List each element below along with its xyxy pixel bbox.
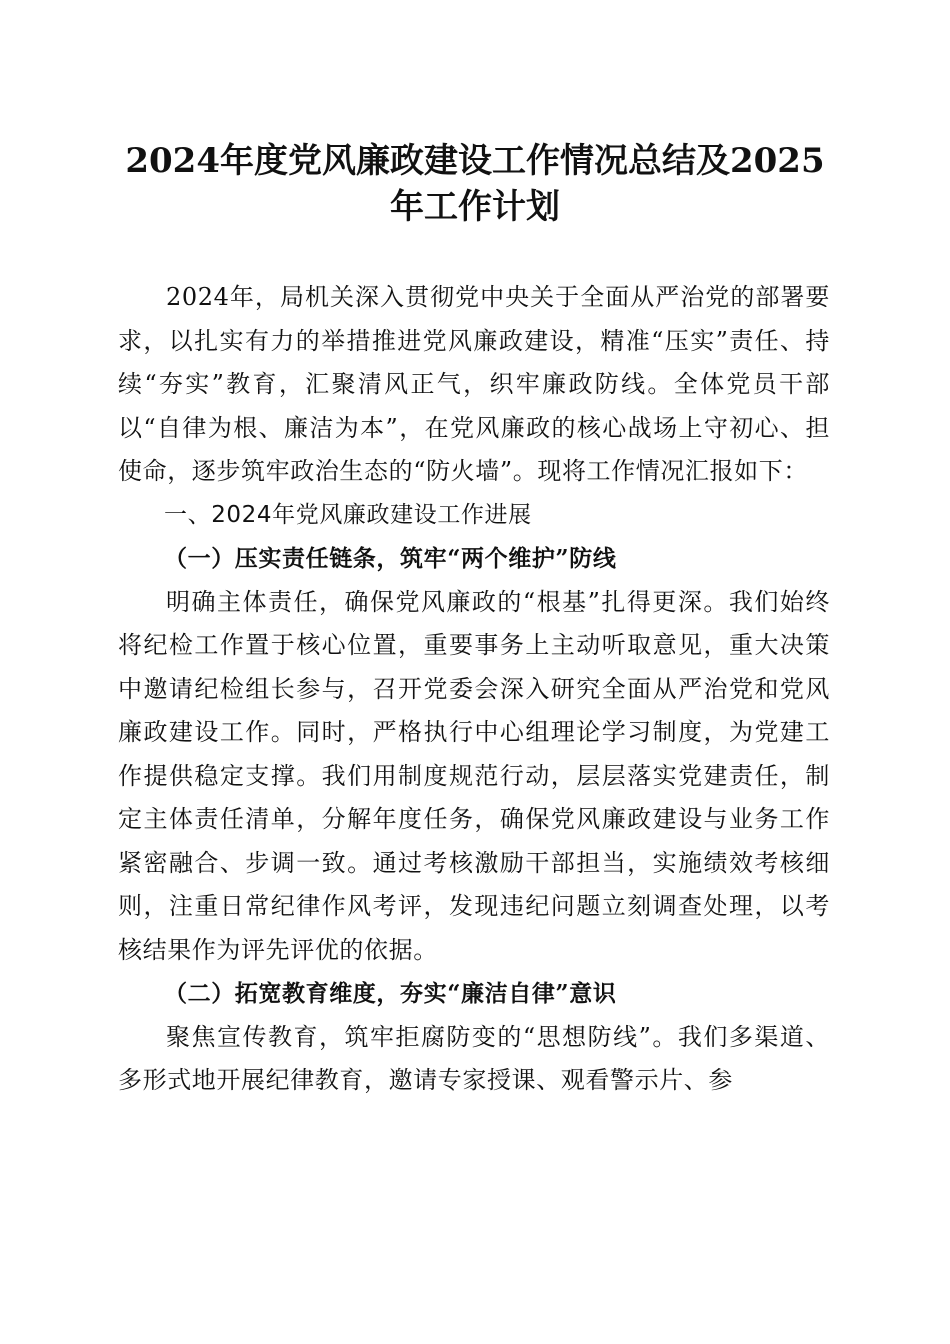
title-line-2: 年工作计划 xyxy=(390,187,560,227)
subsection-2-paragraph: 聚焦宣传教育，筑牢拒腐防变的“思想防线”。我们多渠道、多形式地开展纪律教育，邀请专家授课、观看警示片、参 xyxy=(118,1022,830,1094)
subsection-heading-1: （一）压实责任链条，筑牢“两个维护”防线 xyxy=(164,545,617,572)
document-title xyxy=(118,138,832,230)
title-line-1: 2024年度党风廉政建设工作情况总结及2025 xyxy=(125,141,825,181)
subsection-1-paragraph: 明确主体责任，确保党风廉政的“根基”扎得更深。我们始终将纪检工作置于核心位置，重要事务上主动听取意见，重大决策中邀请纪检组长参与，召开党委会深入研究全面从严治党和党风廉政建设工作。同时，严格执行中心组理论学习制度，为党建工作提供稳定支撑。我们用制度规范行动，层层落实党建责任，制定主体责任清单，分解年度任务，确保党风廉政建设与业务工作紧密融合、步调一致。通过考核激励干部担当，实施绩效考核细则，注重日常纪律作风考评，发现违纪问题立刻调查处理，以考核结果作为评先评优的依据。 xyxy=(118,587,830,964)
section-heading-1: 一、2024年党风廉政建设工作进展 xyxy=(164,501,532,528)
intro-paragraph: 2024年，局机关深入贯彻党中央关于全面从严治党的部署要求，以扎实有力的举措推进党风廉政建设，精准“压实”责任、持续“夯实”教育，汇聚清风正气，织牢廉政防线。全体党员干部以“自律为根、廉洁为本”，在党风廉政的核心战场上守初心、担使命，逐步筑牢政治生态的“防火墙”。现将工作情况汇报如下： xyxy=(118,283,830,485)
document-body xyxy=(118,276,830,1103)
subsection-heading-2: （二）拓宽教育维度，夯实“廉洁自律”意识 xyxy=(164,980,617,1007)
